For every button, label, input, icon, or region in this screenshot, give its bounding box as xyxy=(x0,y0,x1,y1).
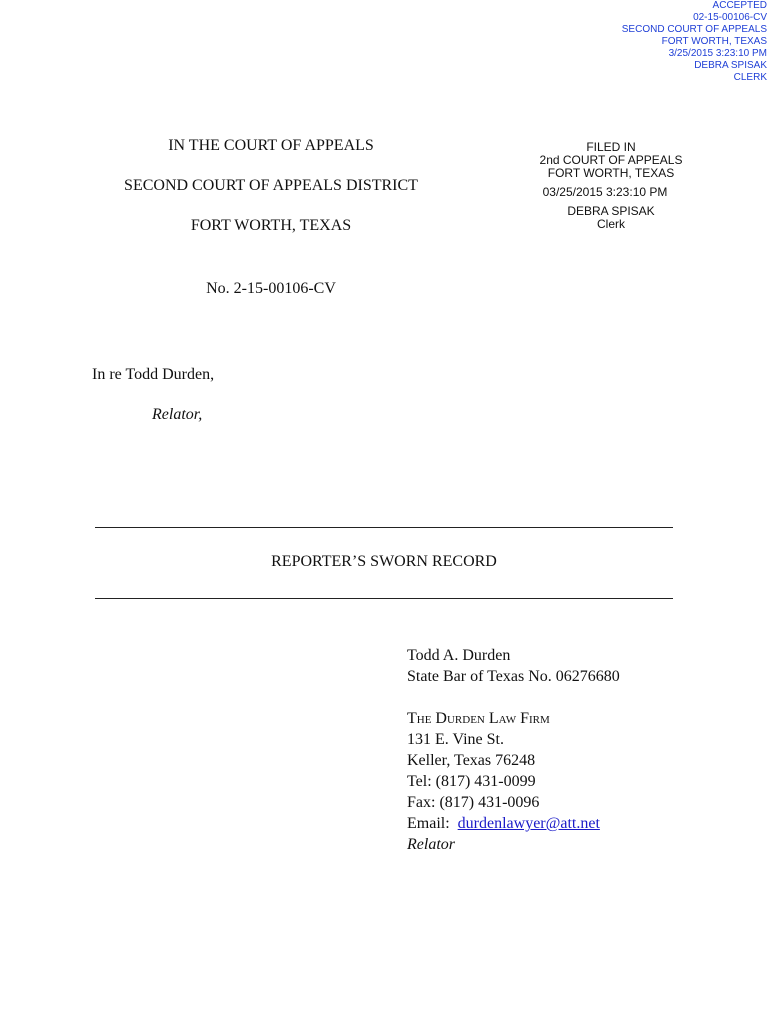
document-title: REPORTER’S SWORN RECORD xyxy=(271,553,497,570)
accepted-stamp xyxy=(567,0,767,84)
signature-role: Relator xyxy=(407,836,455,853)
court-district: SECOND COURT OF APPEALS DISTRICT xyxy=(124,177,418,194)
accepted-stamp-line: FORT WORTH, TEXAS xyxy=(661,36,767,47)
filed-stamp-date: 03/25/2015 3:23:10 PM xyxy=(542,185,668,199)
filed-stamp-line3: FORT WORTH, TEXAS xyxy=(547,166,675,180)
title-rule-top xyxy=(95,527,673,528)
filed-stamp xyxy=(526,141,696,231)
filed-stamp-line1: FILED IN xyxy=(586,140,636,154)
accepted-stamp-line: SECOND COURT OF APPEALS xyxy=(621,24,767,35)
email-label: Email: xyxy=(407,815,458,832)
filed-stamp-clerk-name: DEBRA SPISAK xyxy=(567,204,655,218)
signature-block xyxy=(407,645,620,855)
in-re-party: In re Todd Durden, xyxy=(92,366,215,383)
telephone: Tel: (817) 431-0099 xyxy=(407,773,536,790)
street-address: 131 E. Vine St. xyxy=(407,731,504,748)
accepted-stamp-line: 02-15-00106-CV xyxy=(693,12,767,23)
title-rule-bottom xyxy=(95,598,673,599)
court-location: FORT WORTH, TEXAS xyxy=(190,217,352,234)
accepted-stamp-line: 3/25/2015 3:23:10 PM xyxy=(668,48,767,59)
filed-stamp-line2: 2nd COURT OF APPEALS xyxy=(539,153,683,167)
firm-name: The Durden Law Firm xyxy=(407,710,550,727)
fax: Fax: (817) 431-0096 xyxy=(407,794,540,811)
email-line xyxy=(407,813,620,834)
city-state-zip: Keller, Texas 76248 xyxy=(407,752,536,769)
email-link[interactable]: durdenlawyer@att.net xyxy=(457,815,600,832)
accepted-stamp-line: CLERK xyxy=(733,72,767,83)
bar-number: State Bar of Texas No. 06276680 xyxy=(407,668,620,685)
case-number: No. 2-15-00106-CV xyxy=(206,280,336,297)
filed-stamp-clerk-title: Clerk xyxy=(596,217,625,231)
attorney-name: Todd A. Durden xyxy=(407,647,511,664)
accepted-stamp-line: DEBRA SPISAK xyxy=(694,60,767,71)
accepted-stamp-line: ACCEPTED xyxy=(712,0,767,11)
court-name: IN THE COURT OF APPEALS xyxy=(168,137,374,154)
party-role: Relator, xyxy=(152,406,203,423)
